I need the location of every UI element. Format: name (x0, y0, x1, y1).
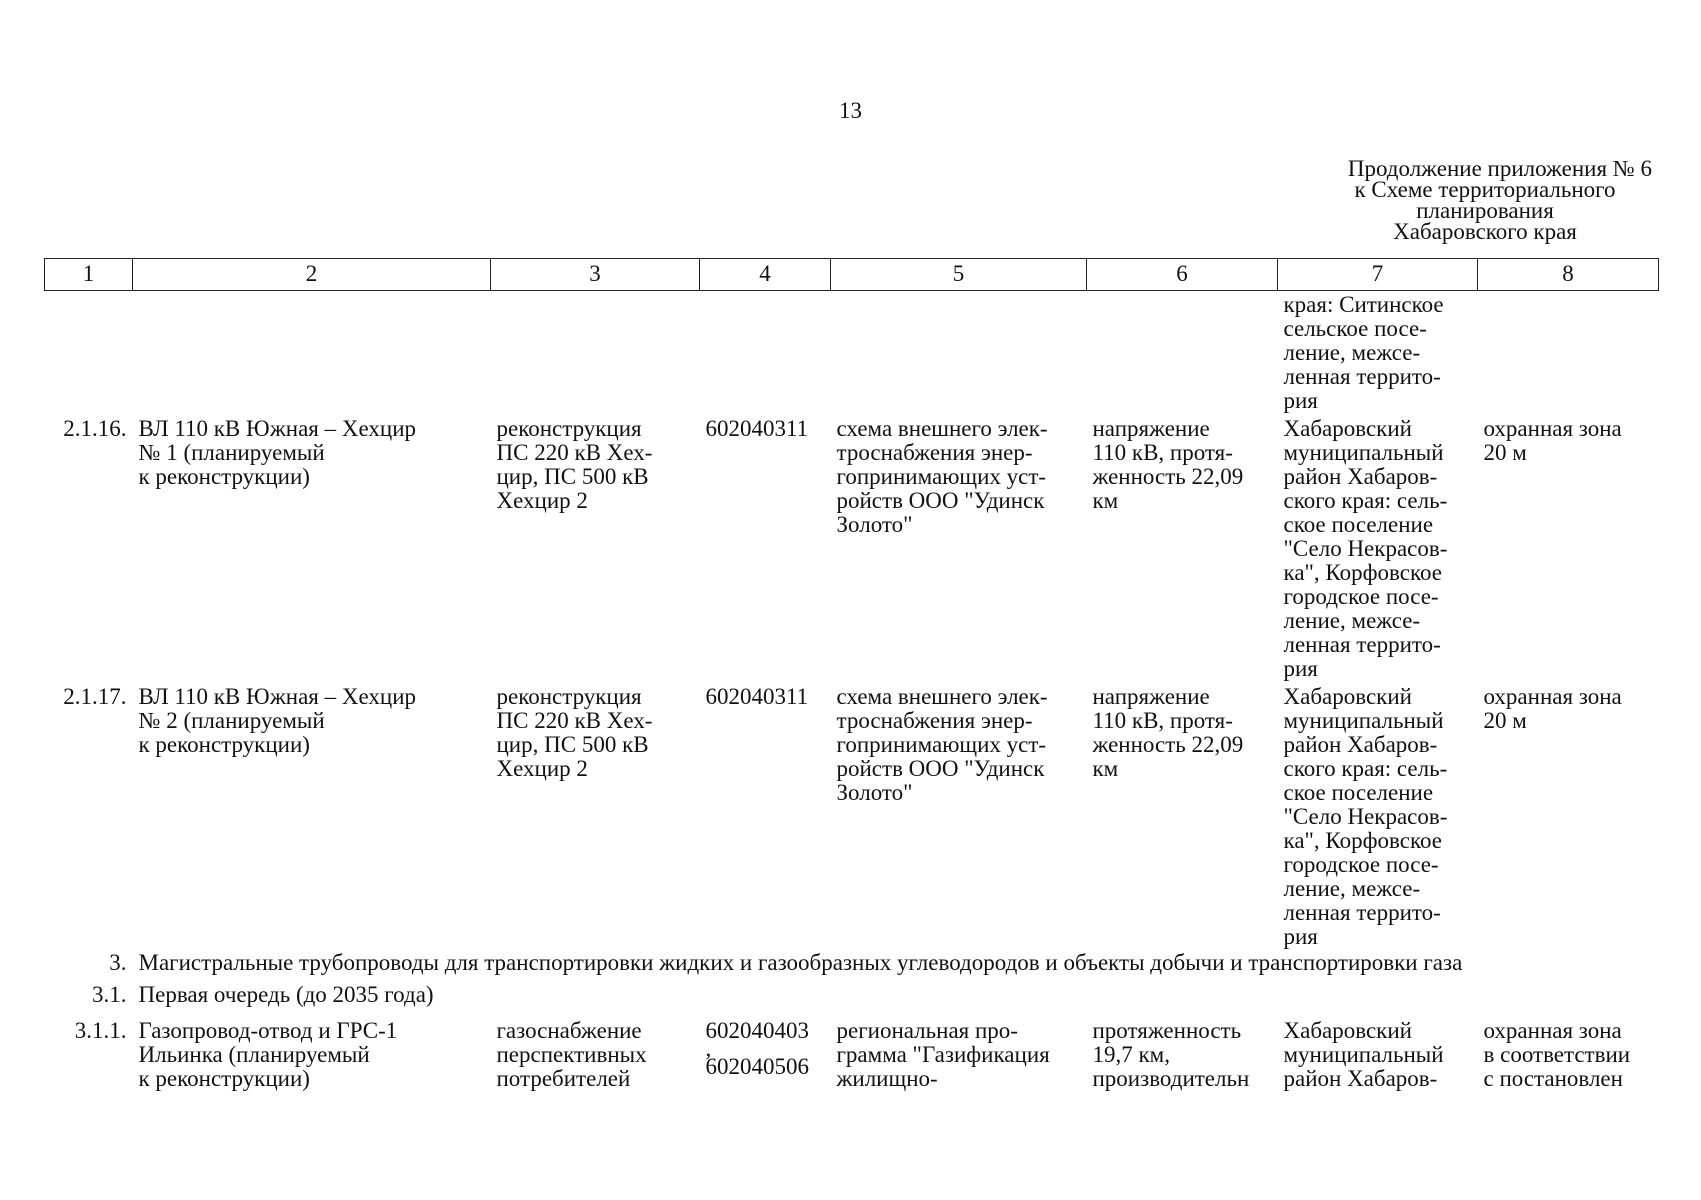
cell-line: реконструкция (496, 416, 642, 441)
cell-line: , (705, 1036, 712, 1061)
cell-line: ленная террито- (1283, 900, 1441, 925)
cell-line: края: Ситинское (1283, 292, 1444, 317)
cell-line: ское поселение (1283, 780, 1434, 805)
cell-line: женность 22,09 (1092, 732, 1244, 757)
cell-line: 110 кВ, протя- (1092, 708, 1233, 733)
cell-line: ройств ООО "Удинск (836, 756, 1045, 781)
cell-line: напряжение (1092, 416, 1210, 441)
cell-line: Хабаровский (1283, 416, 1412, 441)
cell-line: реконструкция (496, 684, 642, 709)
code-cell (700, 1017, 831, 1093)
column-number: 1 (45, 259, 133, 291)
cell-line: Хабаровский (1283, 684, 1412, 709)
cell-line: троснабжения энер- (836, 708, 1033, 733)
subsection-heading-row (45, 977, 1659, 1009)
cell-line: ройств ООО "Удинск (836, 488, 1045, 513)
code-cell (700, 683, 831, 951)
location-cell (1278, 415, 1478, 683)
cell-line: 602040403 (705, 1018, 809, 1043)
cell-line: 602040506 (705, 1054, 809, 1079)
purpose-cell (491, 415, 700, 683)
page-number: 13 (839, 98, 862, 123)
section-heading-row (45, 951, 1659, 977)
appendix-note-line: планирования (1416, 198, 1554, 223)
cell-line: ского края: сель- (1283, 756, 1448, 781)
cell-line: Газопровод-отвод и ГРС-1 (138, 1018, 398, 1043)
cell-line: Хехцир 2 (496, 488, 588, 513)
cell-line: муниципальный (1283, 440, 1444, 465)
cell-line: сельское посе- (1283, 316, 1427, 341)
code-cell (700, 415, 831, 683)
table-row (45, 1017, 1659, 1093)
column-numbers-row (45, 259, 1659, 291)
cell-line: гопринимающих уст- (836, 464, 1047, 489)
cell-line: напряжение (1092, 684, 1210, 709)
cell-line: городское посе- (1283, 584, 1439, 609)
cell-line: рия (1283, 924, 1318, 949)
cell-line: схема внешнего элек- (836, 416, 1048, 441)
cell-line: потребителей (496, 1066, 631, 1091)
cell-line: ленная террито- (1283, 632, 1441, 657)
appendix-note-line: Хабаровского края (1393, 219, 1577, 244)
purpose-cell (491, 1017, 700, 1093)
appendix-note-line: к Схеме территориального (1354, 177, 1616, 202)
object-name-cell (133, 1017, 491, 1093)
cell-line: № 1 (планируемый (138, 440, 325, 465)
cell-line: троснабжения энер- (836, 440, 1033, 465)
cell-line: "Село Некрасов- (1283, 536, 1448, 561)
basis-cell (831, 415, 1087, 683)
protection-zone-cell (1478, 415, 1659, 683)
cell-line: протяженность (1092, 1018, 1242, 1043)
cell-line: ка", Корфовское (1283, 560, 1442, 585)
section-number: 3.1. (92, 982, 127, 1007)
object-name-cell (133, 415, 491, 683)
cell-line: охранная зона (1483, 684, 1622, 709)
cell-line: район Хабаров- (1283, 732, 1438, 757)
object-name-cell (133, 683, 491, 951)
objects-table (44, 258, 1659, 1093)
location-cell (1278, 683, 1478, 951)
cell-line: охранная зона (1483, 416, 1622, 441)
cell-line: региональная про- (836, 1018, 1018, 1043)
cell-line: 602040311 (705, 416, 809, 441)
protection-zone-cell (1478, 683, 1659, 951)
cell-line: ление, межсе- (1283, 876, 1421, 901)
cell-line: женность 22,09 (1092, 464, 1244, 489)
column-number: 8 (1478, 259, 1659, 291)
section-number: 3. (109, 950, 127, 975)
cell-line: ленная террито- (1283, 364, 1441, 389)
appendix-note (1290, 158, 1680, 242)
cell-line: охранная зона (1483, 1018, 1622, 1043)
cell-line: Золото" (836, 512, 913, 537)
cell-line: ПС 220 кВ Хех- (496, 440, 653, 465)
basis-cell (831, 683, 1087, 951)
column-number: 3 (491, 259, 700, 291)
location-cell (1278, 291, 1478, 416)
row-number: 2.1.17. (63, 684, 127, 709)
cell-line: с постановлен (1483, 1066, 1623, 1091)
table-row (45, 683, 1659, 951)
cell-line: рия (1283, 388, 1318, 413)
cell-line: к реконструкции) (138, 1066, 310, 1091)
cell-line: ВЛ 110 кВ Южная – Хехцир (138, 416, 417, 441)
row-number: 3.1.1. (74, 1018, 127, 1043)
column-number: 6 (1087, 259, 1278, 291)
cell-line: цир, ПС 500 кВ (496, 464, 649, 489)
cell-line: грамма "Газификация (836, 1042, 1050, 1067)
cell-line: район Хабаров- (1283, 1066, 1438, 1091)
cell-line: Золото" (836, 780, 913, 805)
column-number: 7 (1278, 259, 1478, 291)
cell-line: газоснабжение (496, 1018, 642, 1043)
cell-line: 19,7 км, (1092, 1042, 1170, 1067)
characteristics-cell (1087, 1017, 1278, 1093)
cell-line: 110 кВ, протя- (1092, 440, 1233, 465)
appendix-note-line: Продолжение приложения № 6 (1347, 156, 1652, 181)
section-title: Первая очередь (до 2035 года) (138, 982, 434, 1007)
cell-line: ского края: сель- (1283, 488, 1448, 513)
section-title: Магистральные трубопроводы для транспортировки жидких и газообразных углеводородов и объекты добычи и транспортировки газа (138, 950, 1463, 975)
column-number: 4 (700, 259, 831, 291)
basis-cell (831, 1017, 1087, 1093)
cell-line: "Село Некрасов- (1283, 804, 1448, 829)
cell-line: ка", Корфовское (1283, 828, 1442, 853)
cell-line: Хехцир 2 (496, 756, 588, 781)
cell-line: городское посе- (1283, 852, 1439, 877)
cell-line: № 2 (планируемый (138, 708, 325, 733)
cell-line: муниципальный (1283, 1042, 1444, 1067)
cell-line: схема внешнего элек- (836, 684, 1048, 709)
characteristics-cell (1087, 415, 1278, 683)
cell-line: Ильинка (планируемый (138, 1042, 370, 1067)
table-row (45, 415, 1659, 683)
cell-line: ление, межсе- (1283, 340, 1421, 365)
cell-line: 602040311 (705, 684, 809, 709)
cell-line: производительн (1092, 1066, 1250, 1091)
cell-line: рия (1283, 656, 1318, 681)
cell-line: муниципальный (1283, 708, 1444, 733)
cell-line: 20 м (1483, 440, 1527, 465)
cell-line: ПС 220 кВ Хех- (496, 708, 653, 733)
location-cell (1278, 1017, 1478, 1093)
cell-line: Хабаровский (1283, 1018, 1412, 1043)
purpose-cell (491, 683, 700, 951)
cell-line: гопринимающих уст- (836, 732, 1047, 757)
cell-line: ление, межсе- (1283, 608, 1421, 633)
protection-zone-cell (1478, 1017, 1659, 1093)
column-number: 2 (133, 259, 491, 291)
cell-line: район Хабаров- (1283, 464, 1438, 489)
cell-line: в соответствии (1483, 1042, 1631, 1067)
cell-line: цир, ПС 500 кВ (496, 732, 649, 757)
cell-line: перспективных (496, 1042, 647, 1067)
cell-line: 20 м (1483, 708, 1527, 733)
cell-line: к реконструкции) (138, 732, 310, 757)
row-number: 2.1.16. (63, 416, 127, 441)
cell-line: ВЛ 110 кВ Южная – Хехцир (138, 684, 417, 709)
characteristics-cell (1087, 683, 1278, 951)
cell-line: к реконструкции) (138, 464, 310, 489)
cell-line: км (1092, 756, 1119, 781)
cell-line: жилищно- (836, 1066, 938, 1091)
column-number: 5 (831, 259, 1087, 291)
cell-line: ское поселение (1283, 512, 1434, 537)
cell-line: км (1092, 488, 1119, 513)
carryover-row (45, 291, 1659, 416)
